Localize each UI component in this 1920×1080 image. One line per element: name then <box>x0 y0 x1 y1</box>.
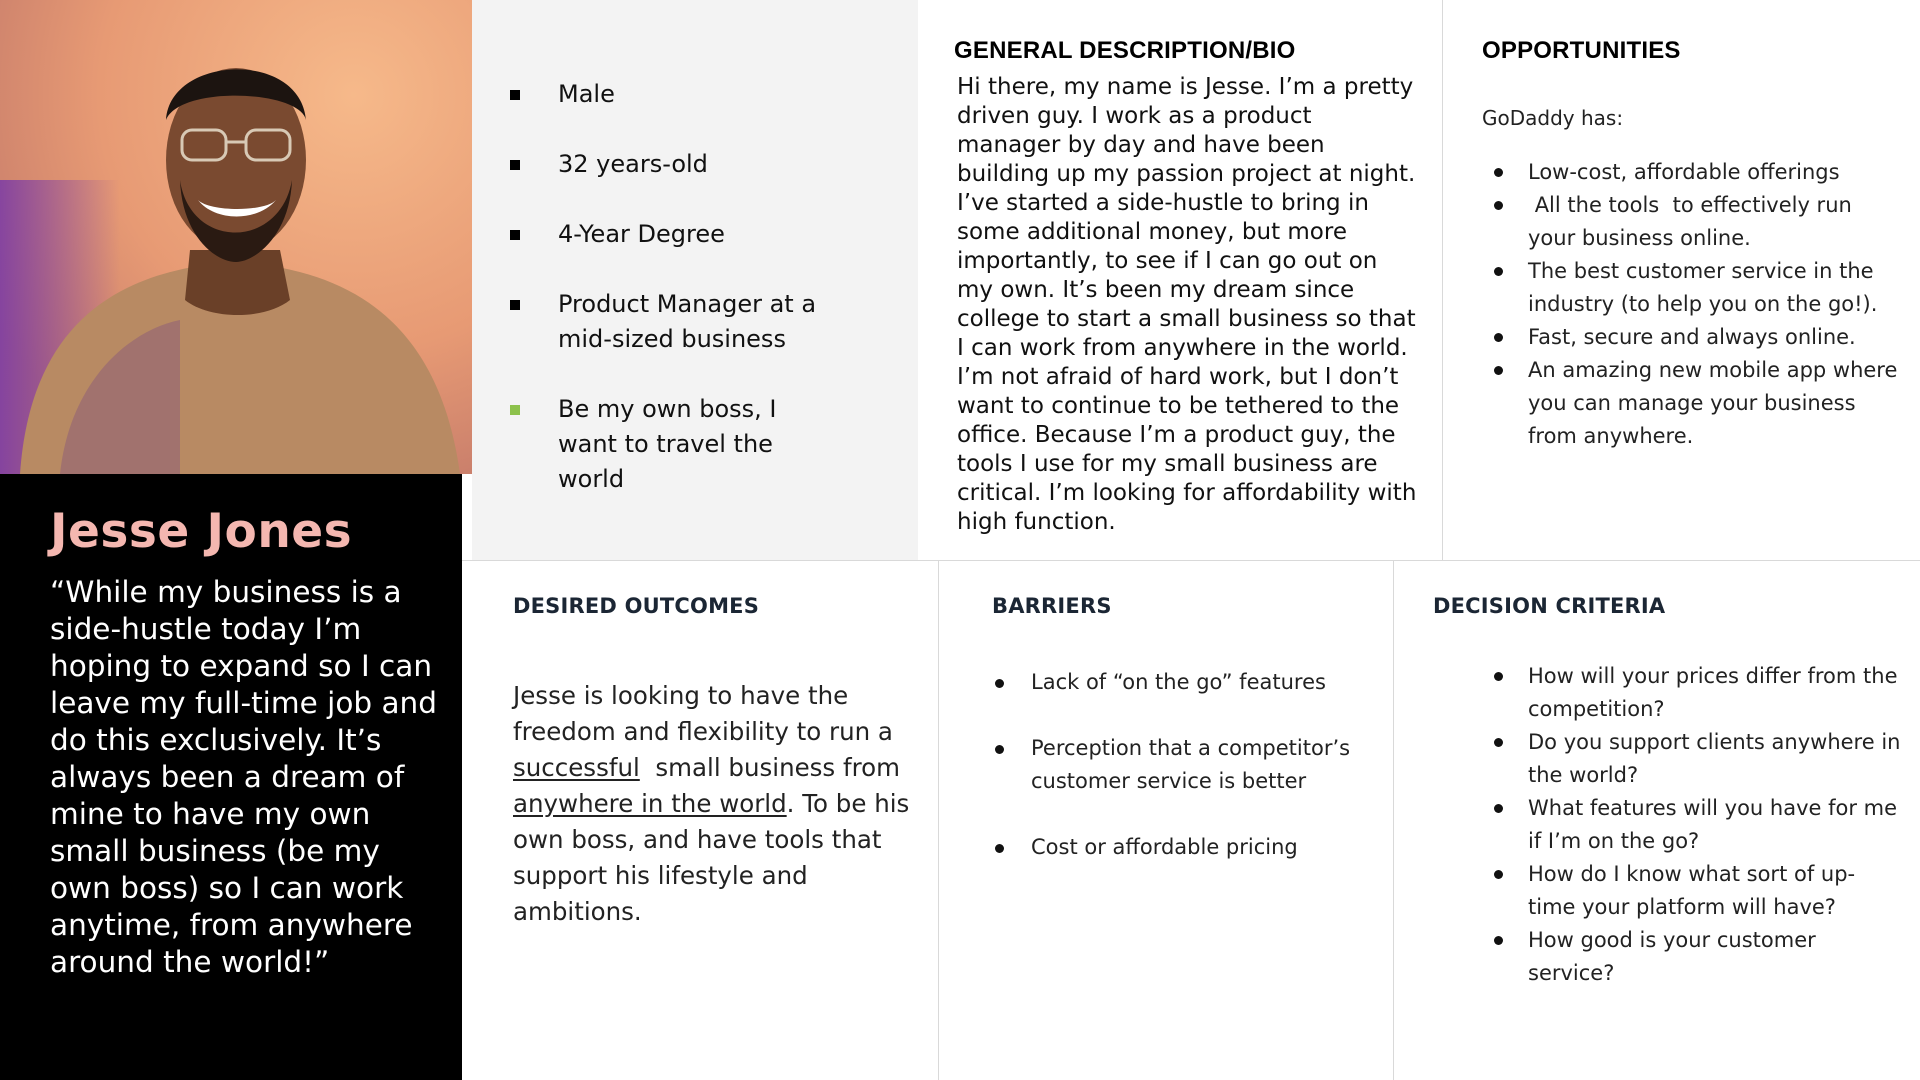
desired-outcomes-text: Jesse is looking to have the freedom and flexibility to run a successful small business from anywhere in the world. To be his own boss, and have tools that support his lifestyle and ambitions. <box>513 681 918 926</box>
list-item: An amazing new mobile app where you can manage your business from anywhere. <box>1482 354 1902 453</box>
list-item: All the tools to effectively run your business online. <box>1482 189 1902 255</box>
section-divider <box>938 560 939 1080</box>
square-bullet-icon <box>510 90 520 100</box>
bullet-icon <box>1494 366 1503 375</box>
bullet-icon <box>1494 267 1503 276</box>
list-item: How will your prices differ from the competition? <box>1482 660 1902 726</box>
quote-panel <box>0 474 462 1080</box>
list-item: Do you support clients anywhere in the world? <box>1482 726 1902 792</box>
opportunities-title: OPPORTUNITIES <box>1482 37 1681 64</box>
section-divider <box>1393 560 1394 1080</box>
persona-photo <box>0 0 472 474</box>
opportunities-list <box>1482 156 1902 453</box>
decision-criteria-list <box>1482 660 1902 990</box>
underlined-text: anywhere in the world <box>513 789 787 818</box>
demographic-text: 32 years-old <box>558 150 708 178</box>
bullet-icon <box>1494 870 1503 879</box>
bullet-icon <box>1494 936 1503 945</box>
bullet-icon <box>1494 168 1503 177</box>
list-item: The best customer service in the industry (to help you on the go!). <box>1482 255 1902 321</box>
section-divider <box>1442 0 1443 560</box>
demographic-text: Be my own boss, I want to travel the world <box>558 395 777 493</box>
section-divider <box>462 560 1920 561</box>
bullet-icon <box>995 844 1004 853</box>
desired-outcomes-title: DESIRED OUTCOMES <box>513 594 760 618</box>
bullet-icon <box>1494 201 1503 210</box>
underlined-text: successful <box>513 753 640 782</box>
barriers-list <box>990 666 1360 897</box>
square-bullet-icon <box>510 300 520 310</box>
decision-criteria-title: DECISION CRITERIA <box>1433 594 1666 618</box>
demographic-text: Male <box>558 80 615 108</box>
demographic-text: Product Manager at a mid-sized business <box>558 290 817 353</box>
opportunities-intro: GoDaddy has: <box>1482 106 1624 130</box>
demographic-text: 4-Year Degree <box>558 220 725 248</box>
list-item: How do I know what sort of up-time your platform will have? <box>1482 858 1902 924</box>
persona-name: Jesse Jones <box>50 504 353 559</box>
bullet-icon <box>1494 804 1503 813</box>
square-bullet-icon <box>510 230 520 240</box>
bio-title: GENERAL DESCRIPTION/BIO <box>954 37 1296 64</box>
bullet-icon <box>1494 738 1503 747</box>
square-bullet-icon <box>510 405 520 415</box>
bullet-icon <box>995 679 1004 688</box>
barriers-title: BARRIERS <box>992 594 1112 618</box>
bio-text: Hi there, my name is Jesse. I’m a pretty driven guy. I work as a product manager by day and have been building up my passion project at night. I’ve started a side-hustle to bring in some additional money, but more importantly, to see if I can go out on my own. It’s been my dream since college to start a small business so that I can work from anywhere in the world. I’m not afraid of hard work, but I don’t want to continue to be tethered to the office. Because I’m a product guy, the tools I use for my small business are critical. I’m looking for affordability with high function. <box>957 74 1417 535</box>
bullet-icon <box>995 745 1004 754</box>
list-item: Fast, secure and always online. <box>1482 321 1902 354</box>
list-item: Lack of “on the go” features <box>990 666 1360 699</box>
list-item: How good is your customer service? <box>1482 924 1902 990</box>
list-item: Perception that a competitor’s customer service is better <box>990 732 1360 798</box>
demographics-panel <box>472 0 918 560</box>
square-bullet-icon <box>510 160 520 170</box>
bullet-icon <box>1494 672 1503 681</box>
list-item: Cost or affordable pricing <box>990 831 1360 864</box>
bullet-icon <box>1494 333 1503 342</box>
persona-quote: “While my business is a side-hustle today I’m hoping to expand so I can leave my full-time job and do this exclusively. It’s always been a dream of mine to have my own small business (be my own boss) so I can work anytime, from anywhere around the world!” <box>50 575 437 979</box>
list-item: What features will you have for me if I’m on the go? <box>1482 792 1902 858</box>
list-item: Low-cost, affordable offerings <box>1482 156 1902 189</box>
